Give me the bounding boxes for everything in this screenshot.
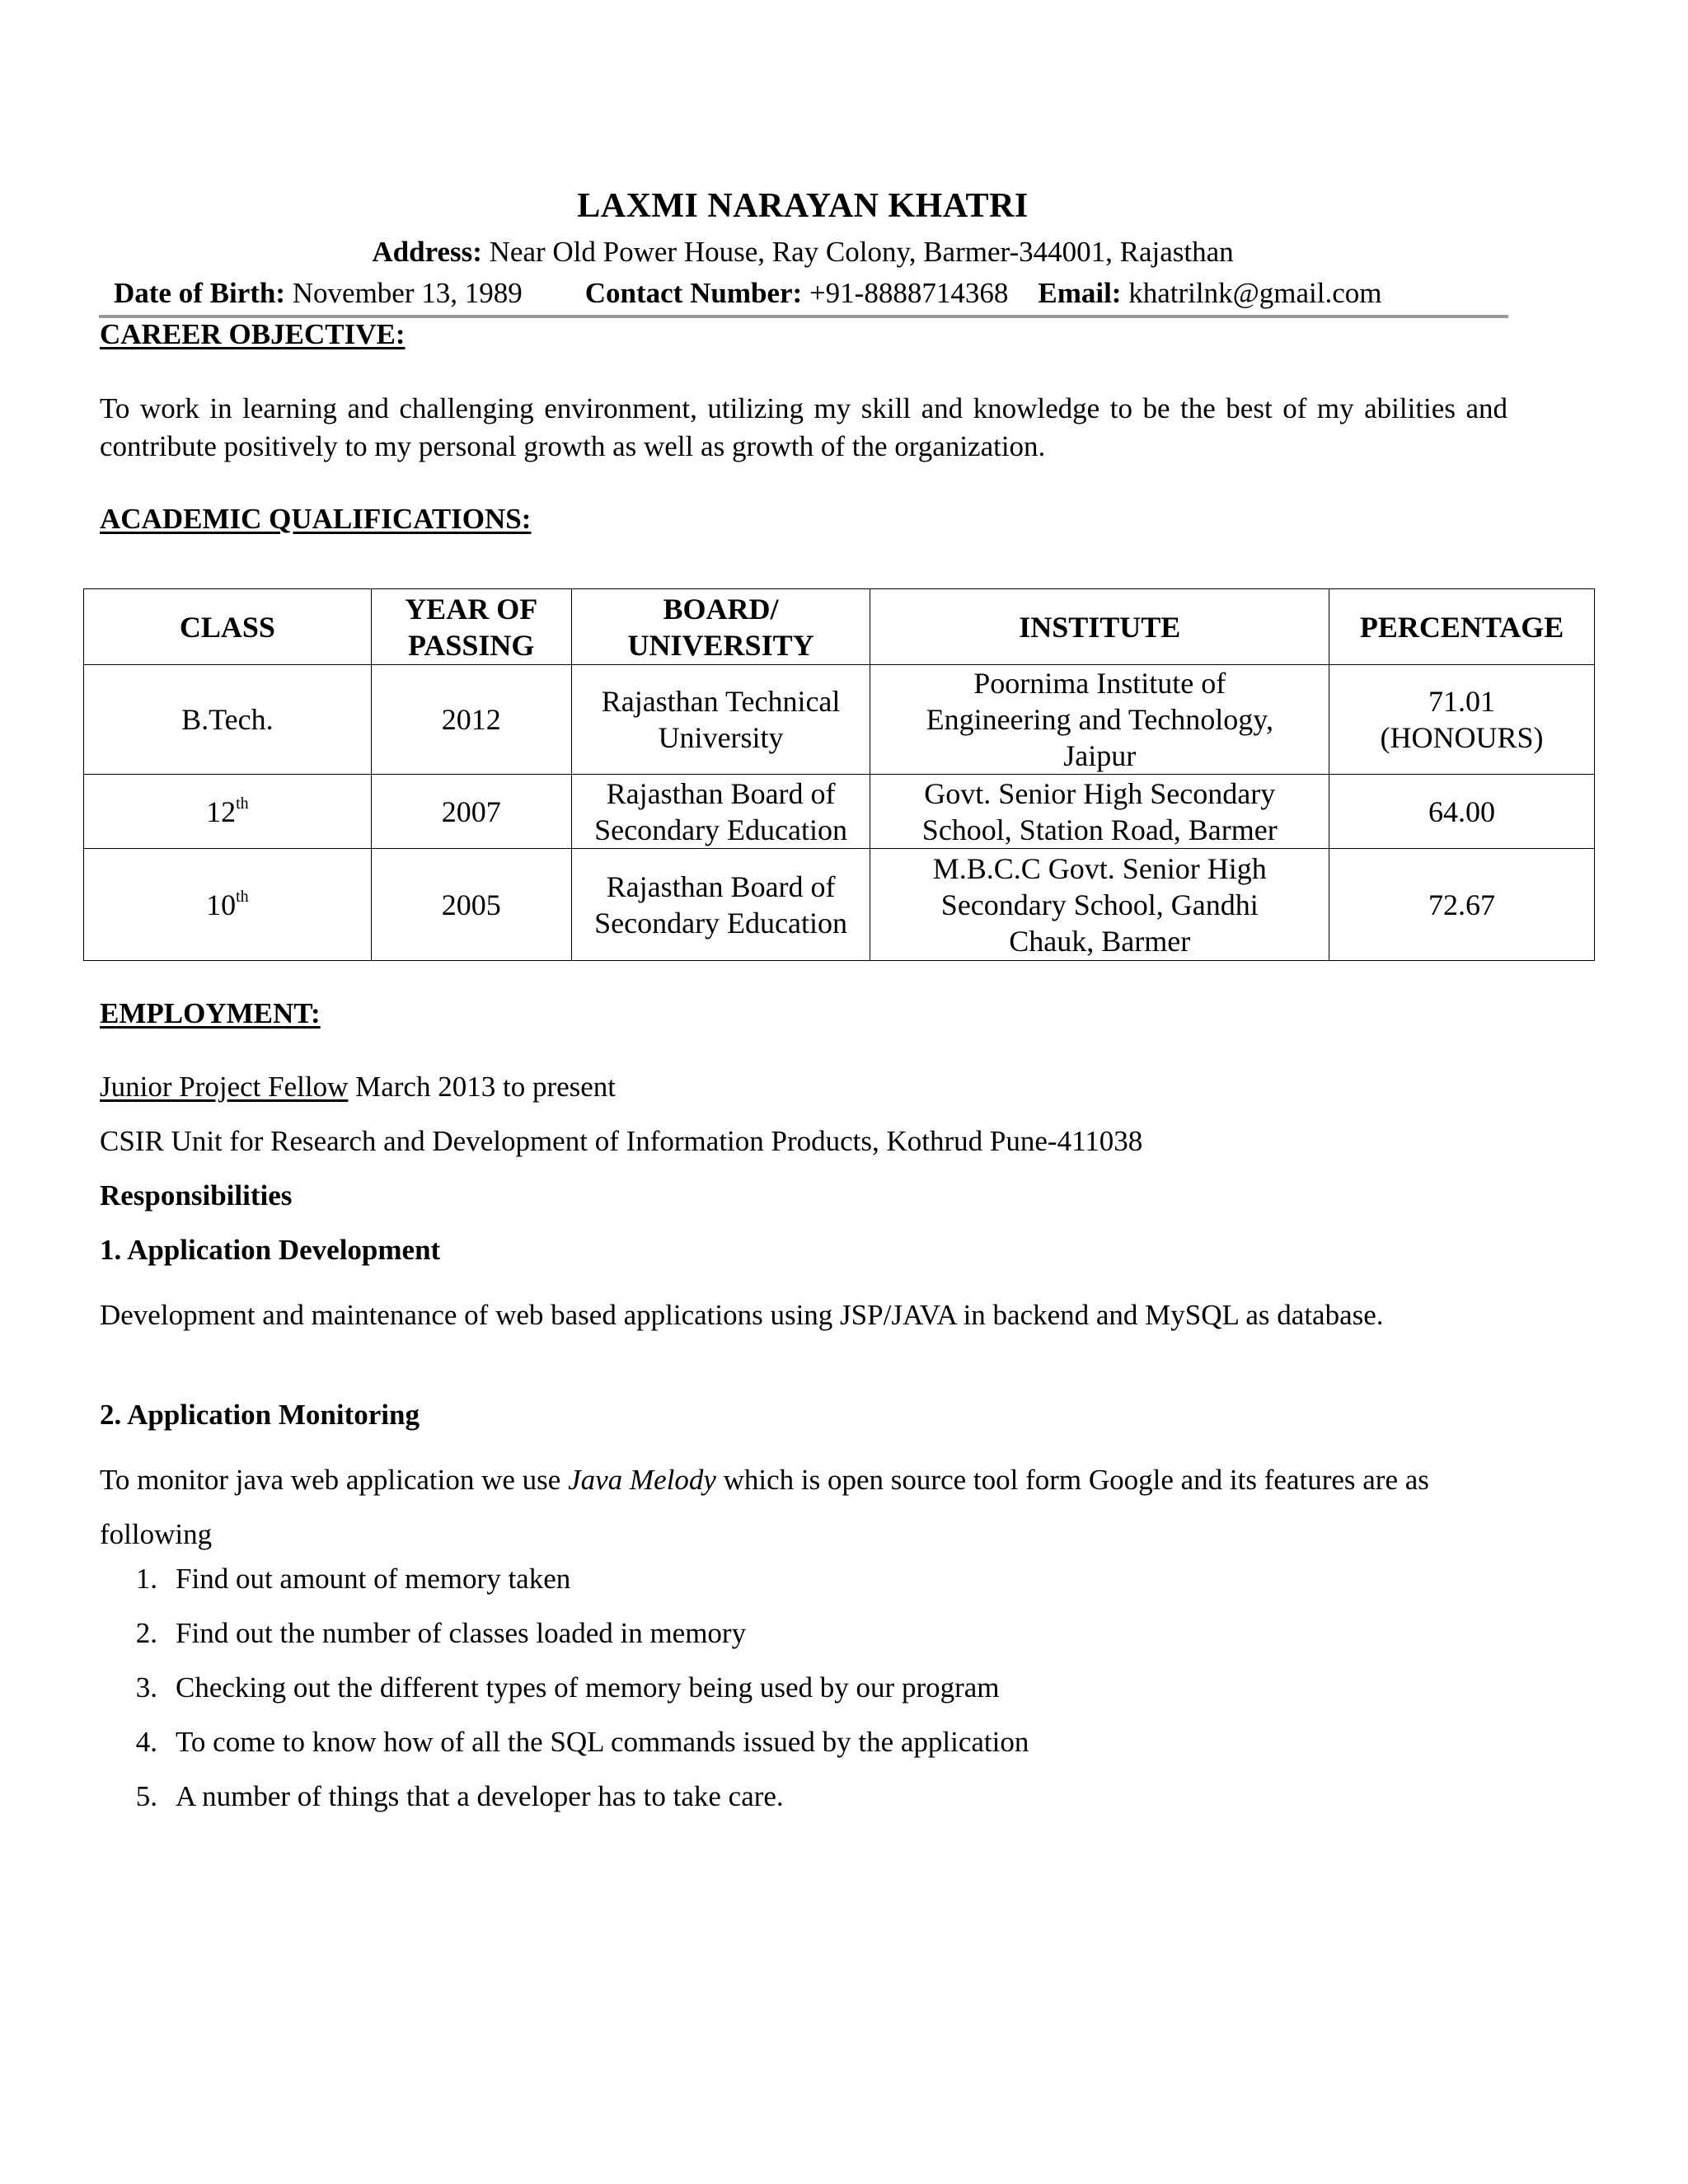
candidate-name: LAXMI NARAYAN KHATRI [577, 187, 1029, 225]
academic-qualifications-table [83, 588, 1595, 961]
dob-label: Date of Birth: [114, 277, 286, 309]
column-header-percentage: PERCENTAGE [1329, 589, 1595, 665]
list-item: 2. Find out the number of classes loaded in memory [135, 1617, 747, 1649]
cell-year: 2005 [371, 849, 571, 961]
cell-class: B.Tech. [84, 665, 372, 775]
column-header-board: BOARD/ UNIVERSITY [571, 589, 870, 665]
email-label: Email: [1038, 277, 1122, 309]
column-header-class: CLASS [84, 589, 372, 665]
address-label: Address: [372, 236, 482, 268]
dob-value: November 13, 1989 [292, 277, 523, 309]
job-period: March 2013 to present [355, 1071, 617, 1103]
table-row [84, 665, 1595, 775]
list-item: 4. To come to know how of all the SQL commands issued by the application [135, 1726, 1029, 1758]
cell-year: 2007 [371, 775, 571, 849]
contact-line [114, 277, 1507, 310]
employment-heading: EMPLOYMENT: [100, 997, 321, 1029]
cell-institute: M.B.C.C Govt. Senior High Secondary School, Gandhi Chauk, Barmer [870, 849, 1329, 961]
cell-institute: Govt. Senior High Secondary School, Station Road, Barmer [870, 775, 1329, 849]
application-development-heading: 1. Application Development [100, 1234, 441, 1266]
employer-line: CSIR Unit for Research and Development of Information Products, Kothrud Pune-411038 [100, 1125, 1143, 1157]
cell-percentage: 64.00 [1329, 775, 1595, 849]
academic-qualifications-heading: ACADEMIC QUALIFICATIONS: [100, 503, 532, 535]
cell-class: 12th [84, 775, 372, 849]
cell-year: 2012 [371, 665, 571, 775]
email-value: khatrilnk@gmail.com [1128, 277, 1382, 309]
cell-class: 10th [84, 849, 372, 961]
job-line [100, 1071, 616, 1104]
cell-board: Rajasthan Board of Secondary Education [571, 849, 870, 961]
responsibilities-heading: Responsibilities [100, 1179, 293, 1212]
cell-percentage: 72.67 [1329, 849, 1595, 961]
cell-institute: Poornima Institute of Engineering and Technology, Jaipur [870, 665, 1329, 775]
table-row [84, 849, 1595, 961]
career-objective-heading: CAREER OBJECTIVE: [100, 318, 406, 350]
cell-percentage: 71.01 (HONOURS) [1329, 665, 1595, 775]
list-item: 5. A number of things that a developer has to take care. [135, 1780, 784, 1812]
job-title: Junior Project Fellow [100, 1071, 349, 1103]
list-item: 3. Checking out the different types of memory being used by our program [135, 1671, 1000, 1704]
list-item: 1. Find out amount of memory taken [135, 1563, 571, 1595]
cell-board: Rajasthan Board of Secondary Education [571, 775, 870, 849]
cell-board: Rajasthan Technical University [571, 665, 870, 775]
contact-number-value: +91-8888714368 [809, 277, 1009, 309]
address-line [0, 236, 1606, 269]
application-monitoring-text: To monitor java web application we use Java Melody which is open source tool form Google and its features are as following [100, 1464, 1429, 1550]
career-objective-text: To work in learning and challenging environment, utilizing my skill and knowledge to be the best of my abilities and contribute positively to my personal growth as well as growth of the organization. [100, 392, 1507, 462]
table-header-row [84, 589, 1595, 665]
java-melody-tool: Java Melody [568, 1464, 716, 1496]
column-header-year: YEAR OF PASSING [371, 589, 571, 665]
application-monitoring-heading: 2. Application Monitoring [100, 1399, 420, 1431]
table-row [84, 775, 1595, 849]
address-value: Near Old Power House, Ray Colony, Barmer-344001, Rajasthan [489, 236, 1234, 268]
contact-number-label: Contact Number: [584, 277, 803, 309]
application-development-text: Development and maintenance of web based applications using JSP/JAVA in backend and MySQL as database. [100, 1299, 1384, 1331]
monitoring-features-list [100, 1563, 1029, 1835]
column-header-institute: INSTITUTE [870, 589, 1329, 665]
